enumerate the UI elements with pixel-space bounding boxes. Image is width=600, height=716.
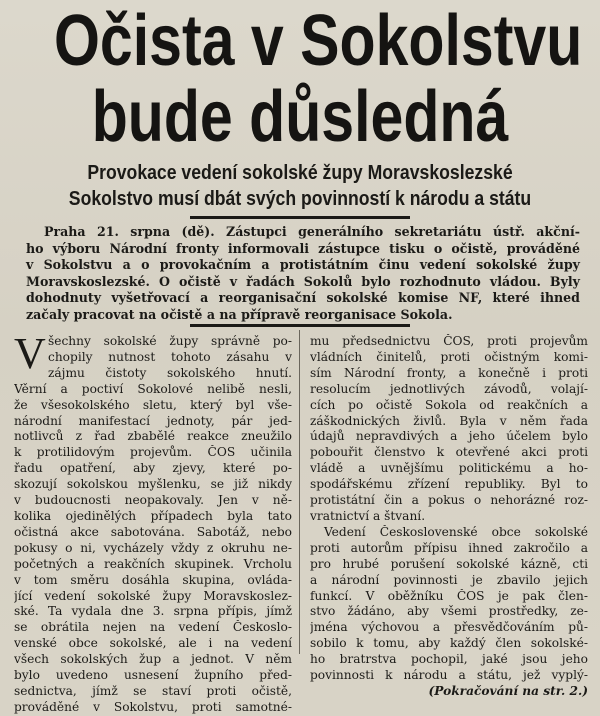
lead-line: ho výboru Národní fronty informovali zástupce tisku o očistě, prováděné — [26, 240, 580, 256]
column-line: proti autorům přípisu ihned zakročilo a — [310, 540, 588, 555]
column-line: bylo uvedeno usnesení župního před- — [14, 668, 292, 683]
column-line: pro hrubé porušení sokolské kázně, cti — [310, 556, 588, 571]
column-line: resolucím jednotlivých závodů, volají- — [310, 381, 588, 396]
lead-paragraph — [26, 224, 580, 324]
subheadline-line-2: Sokolstvo musí dbát svých povinností k národu a státu — [68, 187, 532, 210]
column-line: skozují sokolskou myšlenku, se již nikdy — [14, 477, 292, 492]
column-line: vládě a uvnějšímu politickému a ho- — [310, 461, 588, 476]
column-line: národní manifestací jednoty, pár jed- — [14, 413, 292, 428]
column-line: údajů nepravdivých a jeho účelem bylo — [310, 429, 588, 444]
column-line: jící vedení sokolské župy Moravskoslez- — [14, 588, 292, 603]
headline-line-2: bude důsledná — [91, 77, 509, 157]
lead-line: Praha 21. srpna (dě). Zástupci generálního sekretariátu ústř. akční- — [44, 224, 580, 239]
column-line: ské. Ta vydala dne 3. srpna přípis, jímž — [14, 604, 292, 619]
column-line: funkcí. V oběžníku ČOS je pak člen- — [310, 588, 588, 603]
column-line: záškodnických živlů. Byla v něm řada — [310, 413, 588, 428]
column-line: mu předsednictvu ČOS, proti projevům — [310, 334, 588, 348]
column-line: že všesokolského sletu, který byl vše- — [14, 397, 292, 412]
column-line: očistná akce sabotována. Sabotáž, nebo — [14, 524, 292, 539]
column-line: spodářskému zřízení republiky. Byl to — [310, 477, 588, 492]
column-line: sednictva, jímž se staví proti očistě, — [14, 683, 292, 698]
column-line: pokusy o ni, vycházely vždy z okruhu ne- — [14, 540, 292, 555]
column-line: venské obce sokolské, ale i na vedení — [14, 636, 292, 651]
column-line: početných a reakčních skupinek. Vrcholu — [14, 556, 292, 571]
column-line: kolika ojedinělých případech byla tato — [14, 508, 292, 523]
column-line: řadu opatření, aby zjevy, které po- — [14, 461, 292, 476]
divider-rule-middle — [190, 324, 410, 327]
column-line: chopily nutnost tohoto zásahu v — [48, 349, 292, 364]
column-line: cích po očistě Sokola od reakčních a — [310, 397, 588, 412]
column-line: se obrátila nejen na vedení Českoslo- — [14, 620, 292, 635]
column-line: k protilidovým projevům. ČOS učinila — [14, 445, 292, 460]
column-line: a národní povinnosti je zbavilo jejich — [310, 572, 588, 587]
lead-line: dohodnuty vyšetřovací a reorganisační sokolské komise NF, které ihned — [26, 290, 580, 306]
divider-rule-top — [190, 216, 410, 219]
column-line: jména výchovou a přesvědčováním pů- — [310, 620, 588, 635]
column-line: vládních činitelů, proti očistným komi- — [310, 349, 588, 364]
lead-line: začaly pracovat na očistě a na přípravě reorganisace Sokola. — [26, 306, 453, 322]
column-line: zájmu čistoty sokolského hnutí. — [48, 365, 292, 380]
column-line: v budoucnosti neopakovaly. Jen v ně- — [14, 493, 292, 508]
column-line: prováděné v Sokolstvu, proti samotné- — [14, 699, 292, 714]
column-line: stvo žádáno, aby všemi prostředky, ze- — [310, 604, 588, 619]
article-column-right — [310, 334, 588, 700]
column-line: Věrní a poctiví Sokolové nelibě nesli, — [14, 381, 292, 396]
column-line: sobilo k tomu, aby každý člen sokolské- — [310, 636, 588, 651]
continuation-note: (Pokračování na str. 2.) — [428, 683, 588, 698]
column-line: pobouřit členstvo k otevřené akci proti — [310, 445, 588, 460]
column-line: šechny sokolské župy správně po- — [48, 334, 292, 348]
column-line: sím Národní fronty, a konečně i proti — [310, 365, 588, 380]
lead-line: Moravskoslezské. O očistě v řadách Sokolů bylo rozhodnuto vládou. Byly — [26, 273, 580, 289]
column-line: protistátní čin a pokus o nehorázné roz- — [310, 493, 588, 508]
column-line: povinnosti k národu a státu, jež vyplý- — [310, 668, 588, 683]
article-column-left — [14, 329, 292, 716]
column-divider — [299, 330, 300, 654]
column-line: Vedení Československé obce sokolské — [324, 524, 588, 539]
column-line: notlivců z řad zbabělé reakce zneužilo — [14, 429, 292, 444]
subheadline-line-1: Provokace vedení sokolské župy Moravskoslezské — [87, 161, 513, 184]
headline-line-1: Očista v Sokolstvu — [54, 1, 583, 81]
column-line: ho bratrstva pochopil, jaké jsou jeho — [310, 652, 588, 667]
column-line: v tom směru dosáhla skupina, ovláda- — [14, 572, 292, 587]
drop-cap: V — [14, 329, 46, 378]
lead-line: v Sokolstvu a o provokačním a protistátním činu vedení sokolské župy — [26, 257, 580, 273]
column-line: všech sokolských žup a jednot. V něm — [14, 652, 292, 667]
column-line: vratnictví a štvaní. — [310, 508, 426, 523]
